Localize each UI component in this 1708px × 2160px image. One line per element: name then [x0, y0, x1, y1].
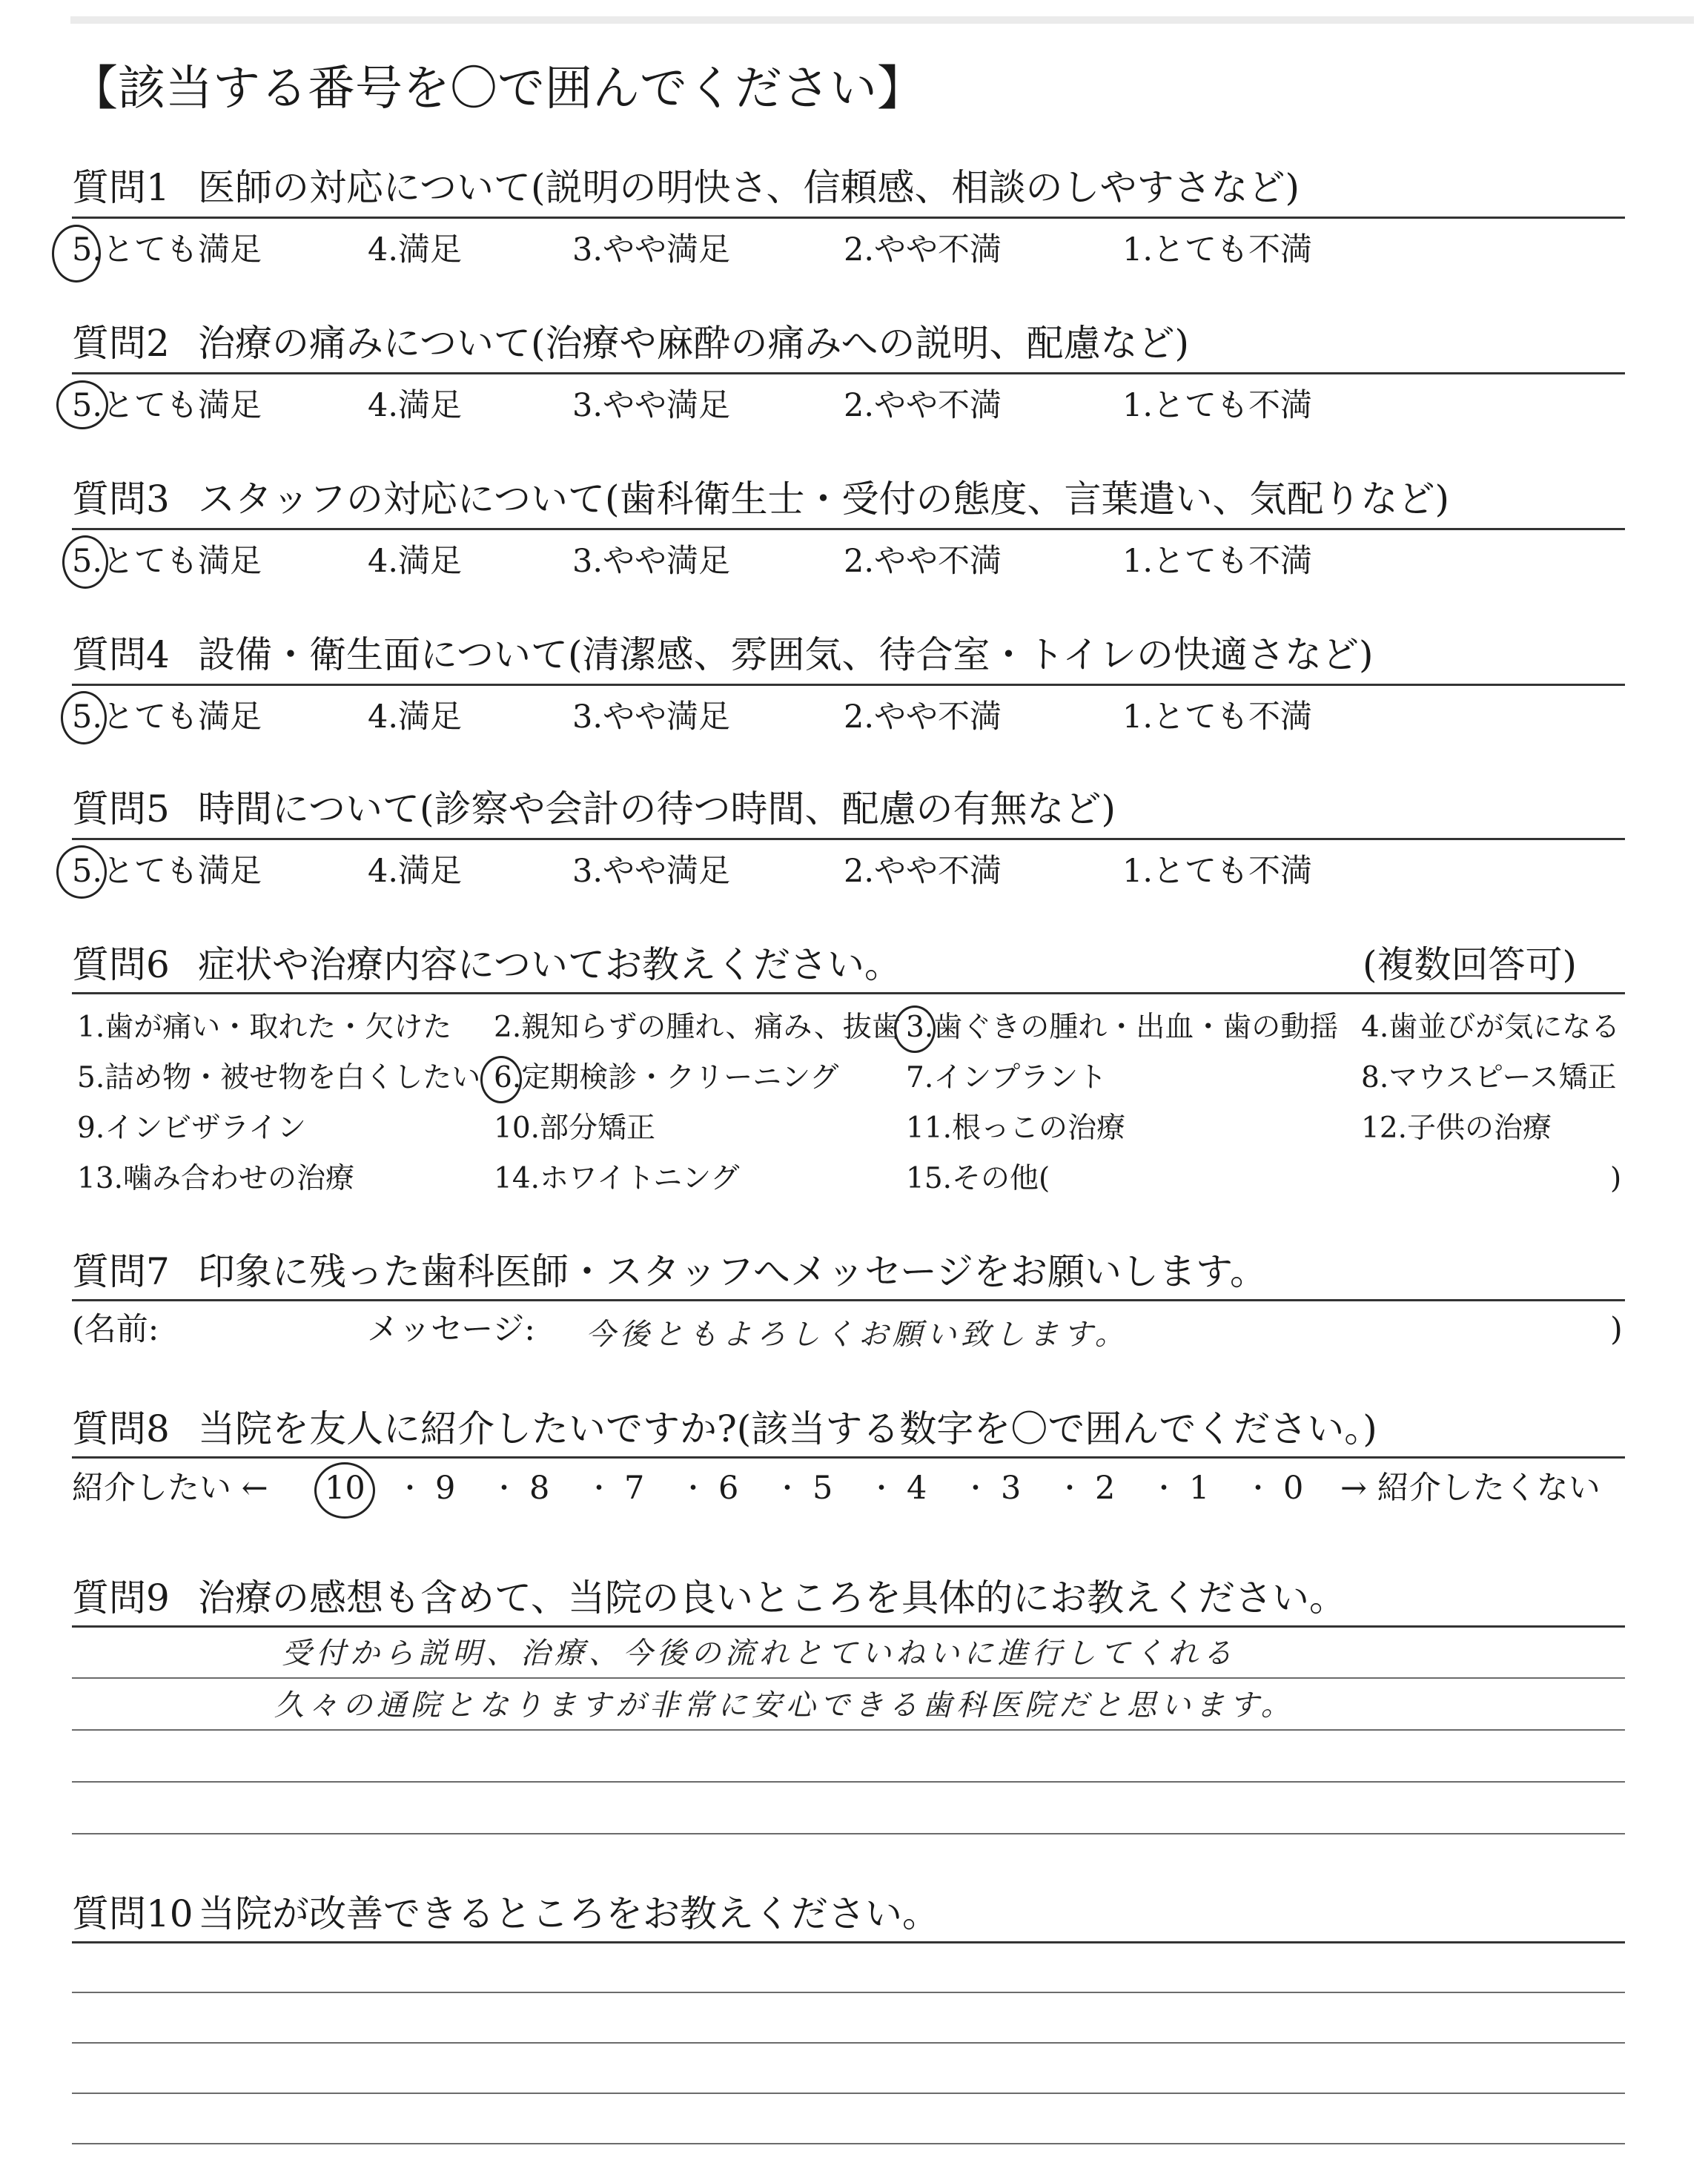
question-8-title: 質問8 当院を友人に紹介したいですか?(該当する数字を〇で囲んでください。): [72, 1407, 1377, 1450]
q5-option-3[interactable]: 3.やや満足: [572, 853, 731, 890]
page-top-edge: [70, 16, 1694, 24]
q2-option-4[interactable]: 4.満足: [368, 387, 463, 424]
scale-separator: ・: [774, 1473, 801, 1504]
q6-item[interactable]: 3.歯ぐきの腫れ・出血・歯の動揺: [906, 1011, 1339, 1044]
answer-line: [72, 2093, 1625, 2094]
q6-item[interactable]: 13.噛み合わせの治療: [77, 1162, 355, 1195]
question-7-rule: [72, 1299, 1625, 1301]
answer-line: [72, 1781, 1625, 1783]
question-4-rule: [72, 684, 1625, 686]
scale-separator: ・: [491, 1473, 518, 1504]
question-3-title: 質問3 スタッフの対応について(歯科衛生士・受付の態度、言葉遣い、気配りなど): [72, 478, 1450, 521]
scale-6[interactable]: 6: [718, 1470, 739, 1507]
q4-option-2[interactable]: 2.やや不満: [844, 698, 1002, 736]
q6-item[interactable]: 14.ホワイトニング: [494, 1162, 740, 1195]
q6-item[interactable]: 2.親知らずの腫れ、痛み、抜歯: [494, 1011, 901, 1044]
answer-line: [72, 1677, 1625, 1679]
answer-line: [72, 2042, 1625, 2044]
message-label: メッセージ:: [367, 1311, 535, 1348]
q5-option-4[interactable]: 4.満足: [368, 853, 463, 890]
question-5-rule: [72, 838, 1625, 840]
q3-option-4[interactable]: 4.満足: [368, 543, 463, 580]
q5-option-1[interactable]: 1.とても不満: [1122, 853, 1313, 890]
scale-0[interactable]: 0: [1283, 1470, 1304, 1507]
q2-option-5[interactable]: 5.とても満足: [72, 387, 262, 424]
answer-line: [72, 2143, 1625, 2144]
q6-item[interactable]: 10.部分矯正: [494, 1112, 656, 1145]
scale-separator: ・: [397, 1473, 424, 1504]
q1-option-4[interactable]: 4.満足: [368, 231, 463, 268]
q6-item[interactable]: 11.根っこの治療: [906, 1112, 1126, 1145]
recommend-left-label: 紹介したい ←: [72, 1470, 268, 1507]
question-10-rule: [72, 1941, 1625, 1943]
q6-item[interactable]: 8.マウスピース矯正: [1361, 1061, 1617, 1094]
question-4-title: 質問4 設備・衛生面について(清潔感、雰囲気、待合室・トイレの快適さなど): [72, 633, 1374, 676]
q3-option-3[interactable]: 3.やや満足: [572, 543, 731, 580]
q6-item[interactable]: 12.子供の治療: [1361, 1112, 1552, 1145]
scale-1[interactable]: 1: [1189, 1470, 1210, 1507]
q6-item[interactable]: 7.インプラント: [906, 1061, 1108, 1094]
question-9-title: 質問9 治療の感想も含めて、当院の良いところを具体的にお教えください。: [72, 1576, 1346, 1619]
scale-9[interactable]: 9: [435, 1470, 456, 1507]
message-close-paren: ): [1610, 1311, 1623, 1348]
scale-separator: ・: [1245, 1473, 1272, 1504]
q3-option-2[interactable]: 2.やや不満: [844, 543, 1002, 580]
question-10-title: 質問10 当院が改善できるところをお教えください。: [72, 1892, 939, 1935]
q5-option-5[interactable]: 5.とても満足: [72, 853, 262, 890]
question-3-rule: [72, 528, 1625, 530]
scale-2[interactable]: 2: [1095, 1470, 1116, 1507]
q6-item[interactable]: 1.歯が痛い・取れた・欠けた: [77, 1011, 452, 1044]
question-2-title: 質問2 治療の痛みについて(治療や麻酔の痛みへの説明、配慮など): [72, 322, 1190, 365]
q3-option-1[interactable]: 1.とても不満: [1122, 543, 1313, 580]
q3-option-5[interactable]: 5.とても満足: [72, 543, 262, 580]
question-1-rule: [72, 217, 1625, 219]
handwritten-message: 今後ともよろしくお願い致します。: [586, 1318, 1129, 1352]
q2-option-2[interactable]: 2.やや不満: [844, 387, 1002, 424]
scale-10[interactable]: 10: [325, 1470, 365, 1507]
q6-item[interactable]: 5.詰め物・被せ物を白くしたい: [77, 1061, 481, 1094]
q1-option-2[interactable]: 2.やや不満: [844, 231, 1002, 268]
scale-4[interactable]: 4: [907, 1470, 927, 1507]
recommend-right-label: → 紹介したくない: [1340, 1470, 1601, 1507]
q6-item[interactable]: 15.その他(: [906, 1162, 1050, 1195]
q1-option-5[interactable]: 5.とても満足: [72, 231, 262, 268]
question-8-rule: [72, 1456, 1625, 1459]
q1-option-3[interactable]: 3.やや満足: [572, 231, 731, 268]
scale-8[interactable]: 8: [529, 1470, 550, 1507]
form-heading: 【該当する番号を〇で囲んでください】: [70, 62, 924, 116]
handwritten-answer-line-1: 受付から説明、治療、今後の流れとていねいに進行してくれる: [282, 1636, 1237, 1671]
question-1-title: 質問1 医師の対応について(説明の明快さ、信頼感、相談のしやすさなど): [72, 166, 1300, 209]
scale-separator: ・: [586, 1473, 613, 1504]
q2-option-1[interactable]: 1.とても不満: [1122, 387, 1313, 424]
q4-option-5[interactable]: 5.とても満足: [72, 698, 262, 736]
q5-option-2[interactable]: 2.やや不満: [844, 853, 1002, 890]
scale-separator: ・: [1056, 1473, 1084, 1504]
q4-option-1[interactable]: 1.とても不満: [1122, 698, 1313, 736]
q6-other-close: ): [1610, 1162, 1622, 1195]
name-label: (名前:: [72, 1311, 159, 1348]
scale-3[interactable]: 3: [1001, 1470, 1022, 1507]
question-6-title: 質問6 症状や治療内容についてお教えください。: [72, 943, 901, 986]
handwritten-answer-line-2: 久々の通院となりますが非常に安心できる歯科医院だと思います。: [274, 1688, 1295, 1723]
question-2-rule: [72, 372, 1625, 374]
q6-item[interactable]: 6.定期検診・クリーニング: [494, 1061, 839, 1094]
q2-option-3[interactable]: 3.やや満足: [572, 387, 731, 424]
answer-line: [72, 1729, 1625, 1731]
question-7-title: 質問7 印象に残った歯科医師・スタッフへメッセージをお願いします。: [72, 1250, 1267, 1293]
q6-item[interactable]: 9.インビザライン: [77, 1112, 307, 1145]
scale-separator: ・: [680, 1473, 707, 1504]
q6-item[interactable]: 4.歯並びが気になる: [1361, 1011, 1621, 1044]
scale-separator: ・: [1151, 1473, 1178, 1504]
multiple-answer-note: (複数回答可): [1363, 943, 1578, 986]
scale-separator: ・: [868, 1473, 896, 1504]
scale-7[interactable]: 7: [624, 1470, 645, 1507]
scale-separator: ・: [962, 1473, 990, 1504]
question-5-title: 質問5 時間について(診察や会計の待つ時間、配慮の有無など): [72, 787, 1116, 830]
answer-line: [72, 1992, 1625, 1993]
answer-line: [72, 1833, 1625, 1834]
q4-option-3[interactable]: 3.やや満足: [572, 698, 731, 736]
scale-5[interactable]: 5: [812, 1470, 833, 1507]
q1-option-1[interactable]: 1.とても不満: [1122, 231, 1313, 268]
question-6-rule: [72, 992, 1625, 994]
question-9-rule: [72, 1625, 1625, 1628]
q4-option-4[interactable]: 4.満足: [368, 698, 463, 736]
